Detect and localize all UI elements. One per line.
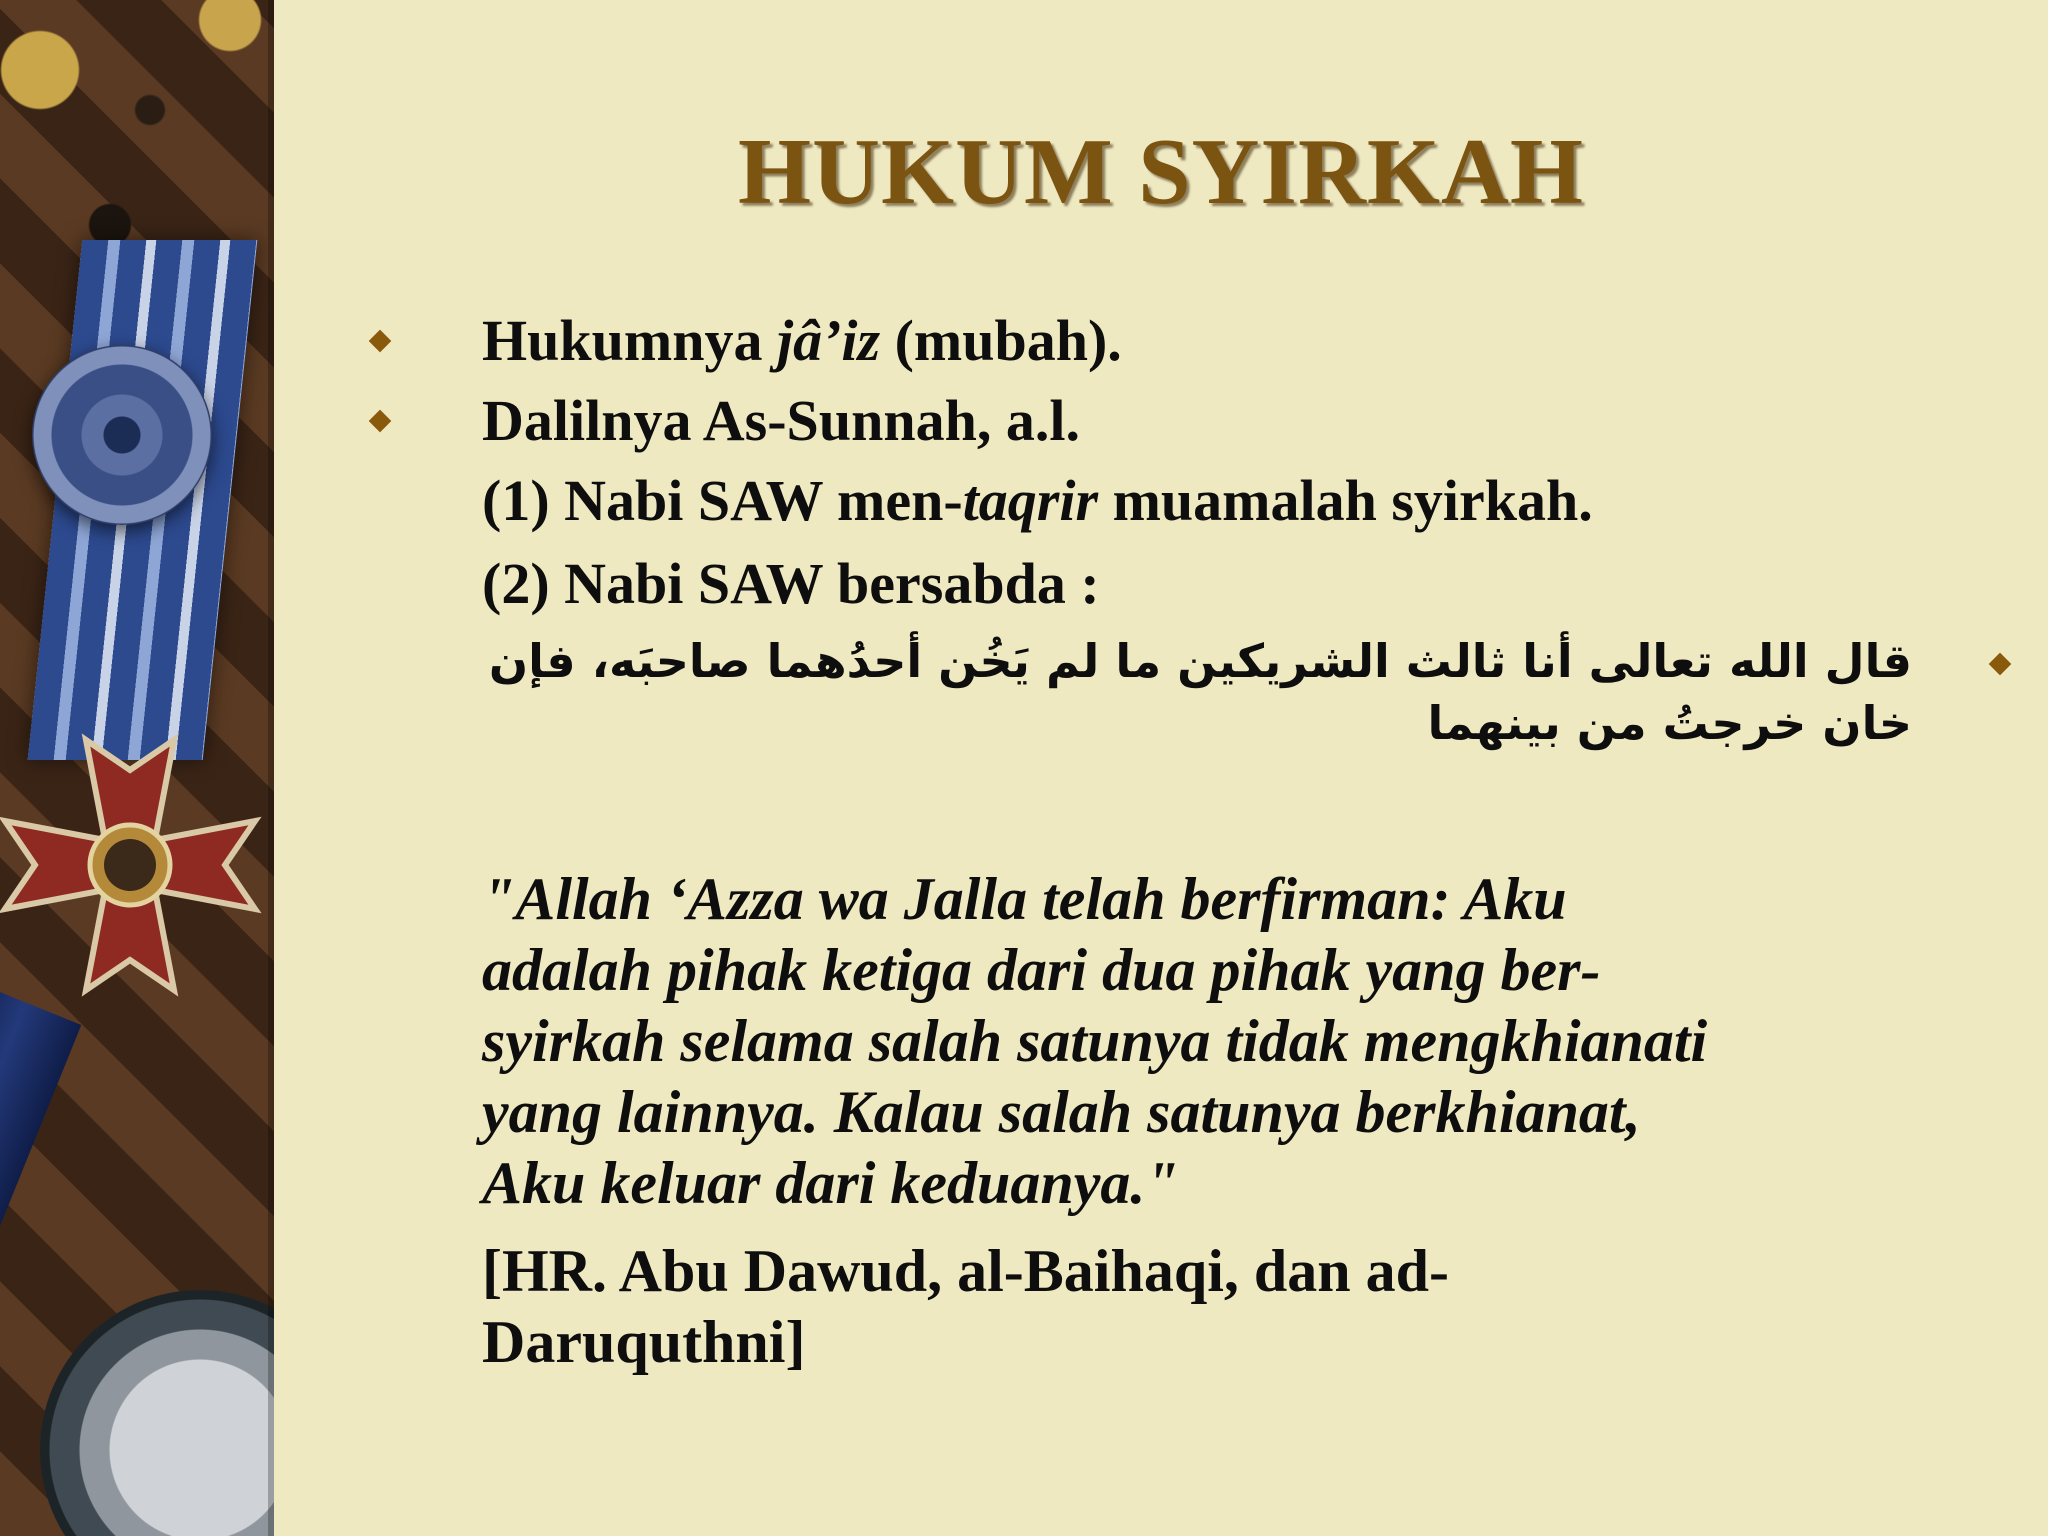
source-line-2: Daruquthni]	[482, 1309, 806, 1375]
side-shade	[268, 0, 274, 1536]
sub-line-1-emphasis: taqrir	[962, 468, 1099, 533]
compass-image	[40, 1290, 274, 1536]
bullet-line-2: Dalilnya As-Sunnah, a.l.	[482, 388, 1080, 453]
source-line-1: [HR. Abu Dawud, al-Baihaqi, dan ad-	[482, 1238, 1449, 1304]
hadith-translation	[482, 864, 2022, 1219]
slide-title: HUKUM SYIRKAH	[738, 120, 1584, 224]
translation-line-4: yang lainnya. Kalau salah satunya berkhianat,	[482, 1079, 1641, 1145]
rosette-image	[32, 345, 212, 525]
medal-cross-image	[0, 700, 270, 1030]
sub-line-1-pre: (1) Nabi SAW men-	[482, 468, 963, 533]
bullet-line-1	[482, 308, 1122, 374]
sub-line-1-post: muamalah syirkah.	[1098, 468, 1593, 533]
translation-line-2: adalah pihak ketiga dari dua pihak yang ber-	[482, 937, 1601, 1003]
hadith-source	[482, 1236, 1782, 1378]
arabic-hadith-text: قال الله تعالى أنا ثالث الشريكين ما لم يَخُن أحدُهما صاحبَه، فإن خان خرجتُ من بينهما	[488, 634, 1912, 750]
bullet-1-post: (mubah).	[880, 308, 1122, 373]
translation-line-3: syirkah selama salah satunya tidak mengkhianati	[482, 1008, 1708, 1074]
diamond-bullet-icon	[369, 330, 392, 353]
sub-line-1	[482, 468, 1593, 534]
bullet-1-emphasis: jâ’iz	[776, 308, 881, 373]
translation-line-1: "Allah ‘Azza wa Jalla telah berfirman: Aku	[482, 866, 1567, 932]
decorative-side-image	[0, 0, 274, 1536]
translation-line-5: Aku keluar dari keduanya."	[482, 1150, 1179, 1216]
sub-line-2: (2) Nabi SAW bersabda :	[482, 551, 1100, 616]
diamond-bullet-icon	[369, 410, 392, 433]
bullet-1-pre: Hukumnya	[482, 308, 777, 373]
diamond-bullet-icon	[1989, 653, 2012, 676]
